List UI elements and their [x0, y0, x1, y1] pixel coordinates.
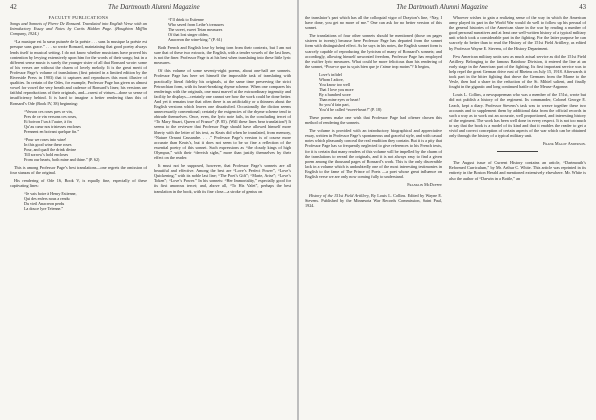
- poem-line: Anacreon the wine-king.” (P. 61): [168, 37, 223, 42]
- poem-line: Of that lost singer olden,: [168, 32, 209, 37]
- poem-line: “Je vais boire à Henry Estienne,: [24, 190, 77, 196]
- poem-line: Pres de ce vin versons ces roses,: [24, 113, 78, 119]
- running-head: [10, 4, 291, 15]
- right-page: [299, 0, 596, 420]
- right-column-2: [449, 15, 586, 211]
- page-number: 42: [10, 4, 17, 11]
- poem-block: [319, 72, 442, 112]
- poem-line: Et boivon l’un à l’autre, à fin: [24, 118, 72, 124]
- paragraph: the translator’s part which has all the colloquial vigor of Drayton’s line, “Nay, I have done, you get no more of me.” One can ask for no better version of this sonnet.: [305, 15, 442, 31]
- paragraph: It must not be supposed, however, that Professor Page’s sonnets are all beautiful and effective. Among the best are “Love’s Perfect Power”, “Love’s Quickening,” with its noble last line; “The Poet’s Gift”; “Marie, Arise”; “Love’s Token”; “Love’s Power.” In his sonnets: “Her Immortality,” especially good for its first amorous tercet; and, above all, “To His Valet”, perhaps the best translation in the book, with its fine close—a stroke of genius on: [154, 163, 291, 194]
- poem-block: [24, 191, 147, 211]
- paragraph: Whoever wishes to gain a realizing sense of the way in which the American army played its part in the World War would do well to follow up his perusal of the general histories of the American share in the war by reading a number of good personal narratives and at least one well-written history of a typical military unit which took a considerable part in the fighting. For the latter purpose he can scarcely do better than to read the History of the 151st Field Artillery, as edited by Professor Wayne E. Stevens, of the History Department.: [449, 15, 586, 51]
- poem-line: You know too well: [319, 81, 351, 87]
- poem-line: “Pour we roses into wine!: [24, 136, 67, 142]
- reviewer-signature: Frank Maloy Anderson.: [543, 141, 586, 147]
- book-citation: [305, 193, 442, 208]
- paragraph: This is among Professor Page’s best translations—one regrets the omission of four stanzas of the original.: [10, 164, 147, 175]
- paragraph: Few American military units saw as much actual service as did the 151st Field Artillery. Belonging to the famous Rainbow Division, it entered the line at an early stage in the American part of the fighting. Its first important service was to help repel the great German drive east of Rheims on July 15, 1918. Afterwards it took part in the bitter fighting that drove the Germans from the Marne to the Vesle, then had a share in the reduction of the St. Mihiel salient, and finally fought in the gigantic and long continued battle of the Meuse-Argonne.: [449, 53, 586, 90]
- poem-line: La douce lyre Teïenne.”: [24, 205, 64, 211]
- poem-line: Who saved from Lethe’s treasures: [168, 22, 224, 27]
- running-head: [305, 4, 586, 15]
- poem-line: “I’ll drink to Estienne: [168, 17, 204, 22]
- paragraph: His rendering of Ode 16, Book V, is equally fine, especially of these captivating lines:: [10, 177, 147, 188]
- poem-line: You’d be called “sweet-heart!” (P. 18): [319, 106, 382, 112]
- poem-line: Qui des enfers nous a rendu: [24, 195, 70, 201]
- page-number: 43: [579, 4, 586, 11]
- poem-line: “Verson ces roses pres ce vin,: [24, 108, 73, 114]
- left-column-2: [154, 15, 291, 214]
- left-column-1: [10, 15, 147, 214]
- poem-line: The sweet, sweet Teian measures: [168, 27, 223, 32]
- poem-line: Love’s infidel: [319, 71, 342, 77]
- poem-line: So you’d fain part,: [319, 101, 350, 107]
- paragraph: The August issue of Current History contains an article, “Dartmouth’s Reformed Curriculum,” by Mr. Arthur C. White. This article was reprinted in its entirety in the Boston Herald and mentioned extensively elsewhere. Mr. White is also the author of “Darwin in a Bottle,” an: [449, 160, 586, 181]
- section-divider: [497, 151, 538, 152]
- paragraph: Of this volume of some seventy-eight poems, about one-half are sonnets. Professor Page has here set himself the impossible task of translating with practically literal fidelity his originals, at the same time preserving the strict Petrarchian form, with its heart-breaking rhyme scheme. When one compares his renderings with the originals, one must marvel at the extraordinary ingenuity and facility he displays—certainly one cannot see how the work could be done better. And yet it remains true that often there is an artificiality or a thinness about the English versions which leaves one dissatisfied. Occasionally the diction seems unnecessarily conventional; certainly the exigencies of the rhyme scheme tend to obtrude themselves. Once, even, the lyric note fails, in the concluding tercet of “To Mary Stuart, Queen of France” (P. 85). (Will these lines bear translation?) It seems to the reviewer that Professor Page should have allowed himself more liberty with the letter of his text, as Keats did when he translated, from memory, “Nature Ornant Cassandre. . . .” Professor Page’s version is of course more accurate than Keats’s, but it does not seem to be so fine a reflection of the essential poetry of this sonnet. Such expressions as “the cloudy kings of high Olympus,” with their “dervish sighs,” more than justify themselves by their effect on the reader.: [154, 68, 291, 160]
- paragraph: Louis L. Collins, a newspaperman who was a member of the 151st, wrote but did not publish a history of the regiment. Its commander, Colonel George E. Leach, kept a diary. Professor Stevens’s task was to weave together these two accounts and to supplement them by additional data from the official records in such a way as to work out an accurate, well proportioned, and interesting history of the regiment. The work has been well done in every respect. It is not too much to say that the book is a model of its kind and that it enables the reader to get a vivid and correct conception of certain aspects of the war which can be obtained only through the history of a typical military unit.: [449, 92, 586, 139]
- poem-line: By a hundred score: [319, 91, 351, 97]
- running-title: The Dartmouth Alumni Magazine: [108, 4, 200, 11]
- running-title: The Dartmouth Alumni Magazine: [396, 4, 488, 11]
- poem-line: Du vieil Anacreon perdu: [24, 200, 65, 206]
- poem-line: Till sorrow’s hold encloses: [24, 151, 69, 157]
- book-details: By Louis L. Collins. Edited by Wayne E. Stevens. Published by the Minnesota War Records Commission, Saint Paul, 1924.: [305, 193, 442, 209]
- paragraph: “La musique est la sœur puisnée de la poésie . . . sans la musique la poésie est presque sans grace.” . . . so wrote Ronsard, maintaining that good poetry always lends itself to musical setting. I do not know whether musicians have proved his contention by levying extensively upon him for the words of their songs; but in a different sense music is surely the younger sister of all that Ronsard wrote: some of his verses are without the charm of lovely melody. It is the great merit of Professor Page’s volume of translations (first printed in a limited edition by the Riverside Press in 1903) that it captures and reproduces this most illusive of qualities. In certain of the Odes, for example, Professor Page has given us almost vowel for vowel the very breath and cadence of Ronsard’s lines; his versions are faithful reproductions of their originals, and—rarest of virtues—done so sense of insufficiency behind. It is hard to imagine a better rendering than this of Ronsard’s Ode (Book IV, 38) beginning:: [10, 39, 147, 106]
- reviewer-signature: Franklin McDuffee: [407, 182, 442, 188]
- poem-block: [168, 17, 291, 42]
- poem-line: Whom I adore,: [319, 76, 344, 82]
- poem-line: That I love you more: [319, 86, 354, 92]
- poem-line: Qu’au cœur nos tristesses encloses: [24, 123, 81, 129]
- poem-line: Than mine eyes or heart!: [319, 96, 360, 102]
- paragraph: Both French and English lose by being torn from their contexts, but I am not sure that of these two extracts, the English, with a tender vowels of the last lines, is not the finer. Professor Page is at his best when translating into these little lyric measures.: [154, 45, 291, 66]
- poem-line: From our hearts, both mine and thine.” (P. 62): [24, 156, 100, 162]
- right-column-1: [305, 15, 442, 211]
- paragraph: These poems make one wish that Professor Page had oftener chosen this method of rendering the sonnets.: [305, 114, 442, 126]
- poem-line: Prennent en boivant quelque fin.”: [24, 128, 80, 134]
- poem-block: [24, 109, 147, 162]
- paragraph: The volume is provided with an introductory biographical and appreciative essay, written in Professor Page’s spontaneous and graceful style, and with casual notes which pleasantly conceal the real erudition they contain. But it is a pity that Professor Page has so frequently neglected to give references to his French texts, for it is certain that many readers of this volume will be impelled by the charm of the translations to reread the originals, and it is not always easy to find a given poem among the thousand pages of Ronsard’s work. This is the only discernible lack in a volume which is undoubtedly one of the most interesting testimonies in English to the fame of The Prince of Poets —a poet whose great influence on English verse we are only now coming fully to understand.: [305, 128, 442, 179]
- paragraph: The translations of four other sonnets should be mentioned (those on pages sixteen to twenty) because here Professor Page has departed from the sonnet form with distinguished effect. As he says in his notes, the English sonnet form is scarcely capable of reproducing the lyricism of many of Ronsard’s sonnets; and accordingly, allowing himself unwonted freedom, Professor Page has employed the swifter lyric measures. What could be more felicitous than his rendering of the sonnet, “Pour-ce que tu sçais bien que je t’aime trop moins”? It begins,: [305, 33, 442, 69]
- left-page: [0, 0, 297, 420]
- book-title: History of the 151st Field Artillery,: [309, 193, 370, 199]
- section-heading: FACULTY PUBLICATIONS: [48, 15, 109, 20]
- poem-line: In this good wine these roses: [24, 141, 72, 147]
- poem-line: Pour, and quaff the drink divine: [24, 146, 77, 152]
- review-citation: Songs and Sonnets of Pierre De Ronsard. Translated into English Verse with an Introductory Essay and Notes by Curtis Hidden Page. (Houghton Mifflin Company, 1924.): [10, 21, 147, 37]
